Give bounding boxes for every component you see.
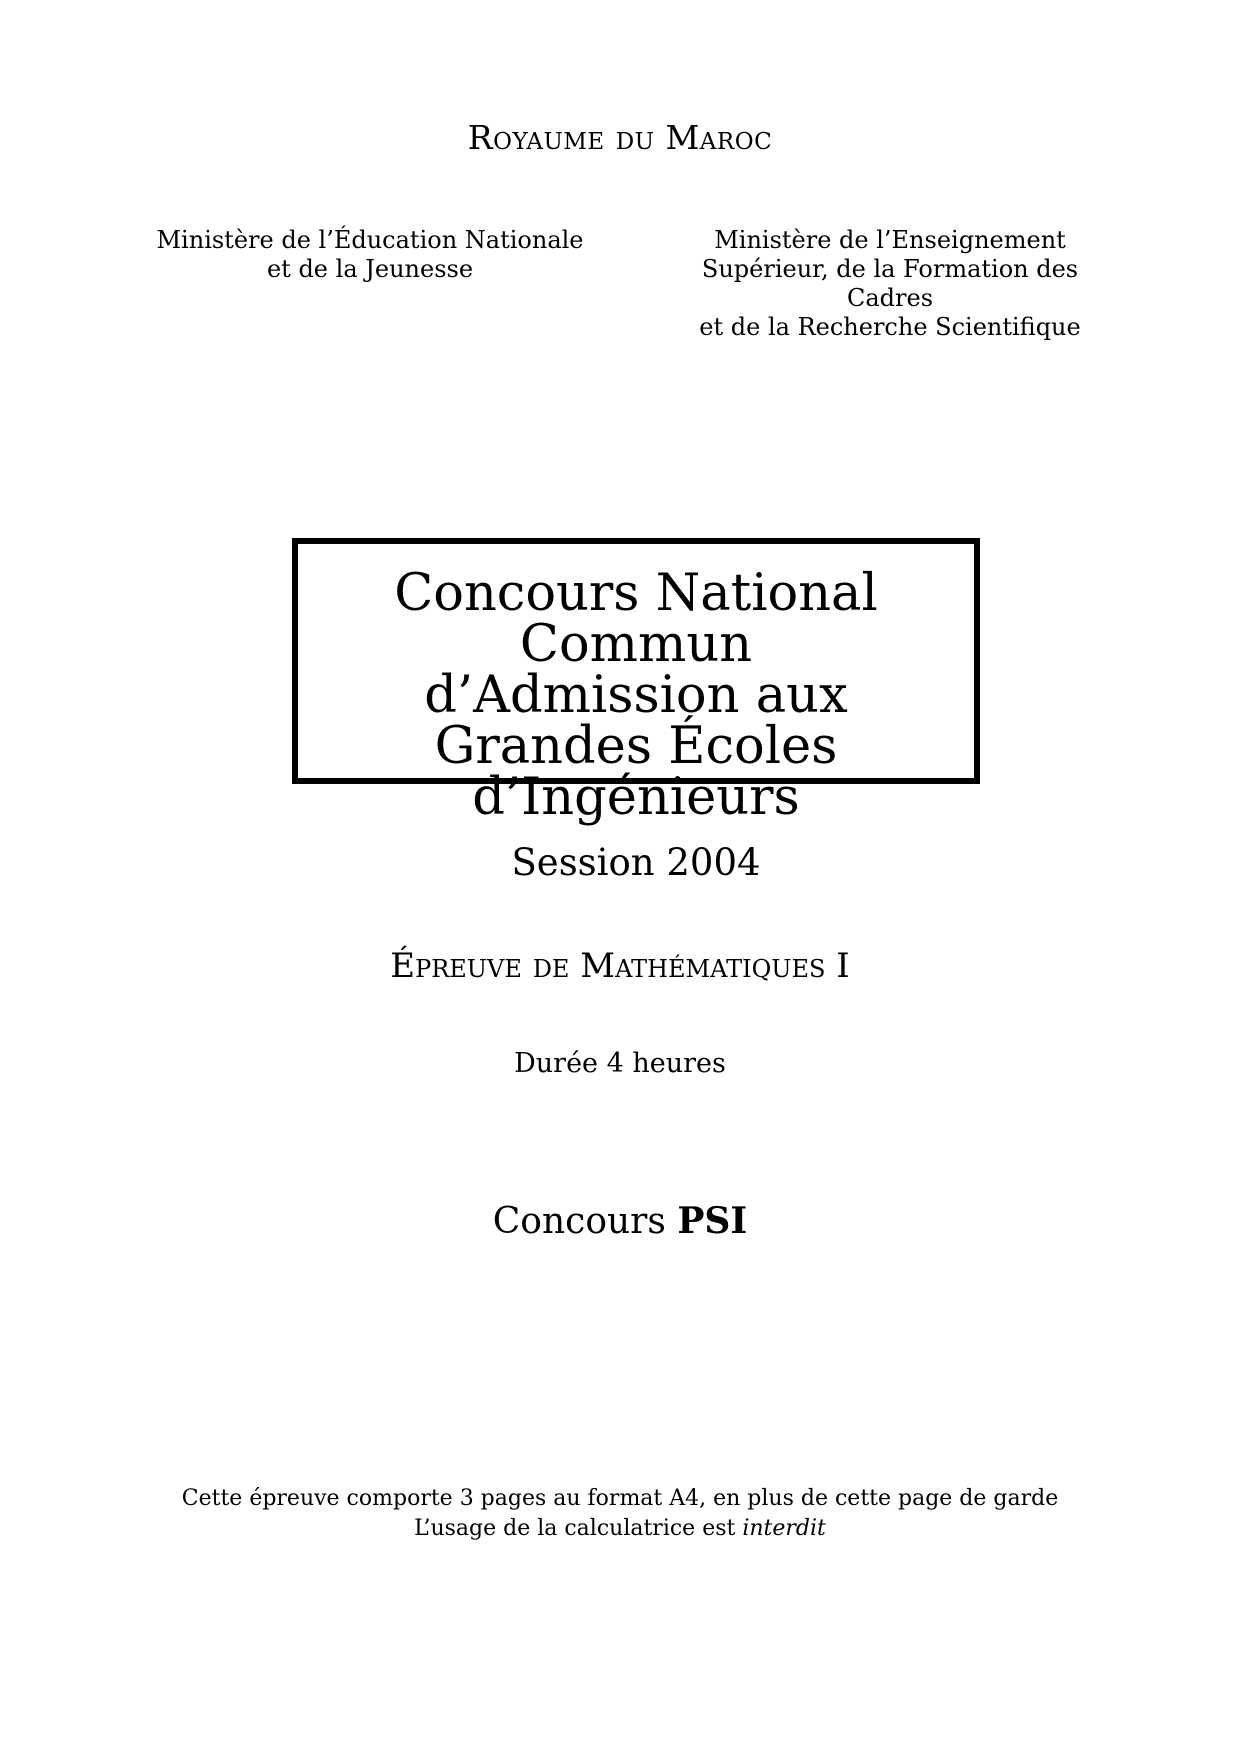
exam-title: Épreuve de Mathématiques I [390,946,850,986]
exam-duration: Durée 4 heures [514,1048,726,1079]
ministry-higher-education-line-1: Ministère de l’Enseignement [714,226,1066,254]
ministry-education-line-1: Ministère de l’Éducation Nationale [156,226,584,254]
concours-name: PSI [677,1200,748,1242]
ministry-education [150,226,590,284]
ministry-higher-education [660,226,1120,342]
ministry-education-line-2: et de la Jeunesse [266,255,474,283]
concours-label [0,1200,1240,1242]
exam-notes [0,1484,1240,1544]
notes-line-2-emphasis: interdit [742,1516,826,1541]
title-line-2: d’Admission aux [424,666,848,725]
ministry-higher-education-line-2: Supérieur, de la Formation des Cadres [701,255,1079,312]
concours-prefix: Concours [492,1201,666,1242]
notes-line-2-prefix: L’usage de la calculatrice est [414,1516,736,1541]
ministry-higher-education-line-3: et de la Recherche Scientifique [699,313,1081,341]
country-heading: Royaume du Maroc [467,118,773,157]
session-label: Session 2004 [511,841,761,884]
notes-line-1: Cette épreuve comporte 3 pages au format A4, en plus de cette page de garde [181,1486,1059,1511]
title-line-1: Concours National Commun [394,564,878,674]
notes-line-2 [0,1514,1240,1544]
title-box [292,538,980,884]
title-line-3: Grandes Écoles d’Ingénieurs [434,717,838,827]
